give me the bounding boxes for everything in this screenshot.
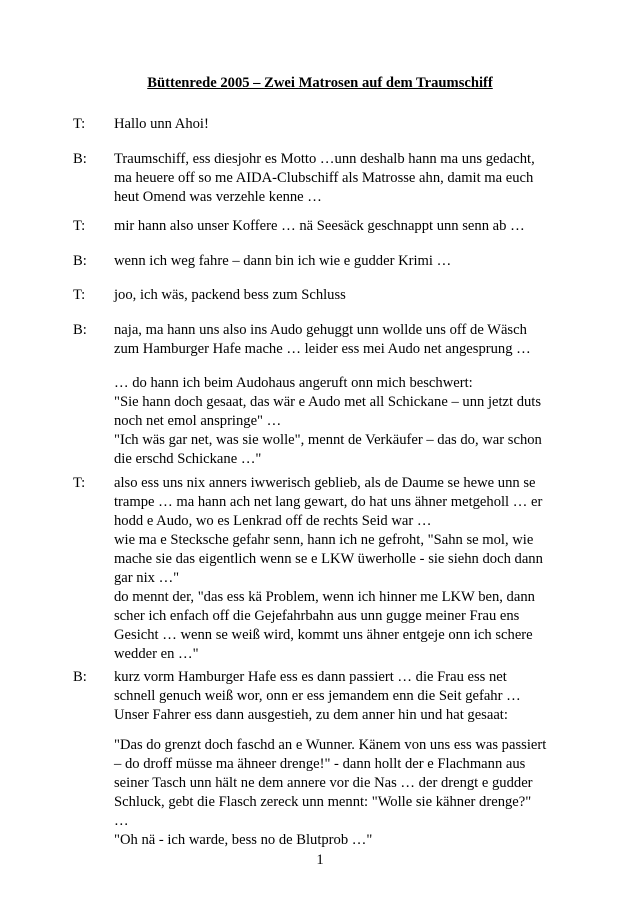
speech-text — [114, 150, 584, 207]
speaker-label: T: — [73, 475, 86, 491]
speech-text — [114, 736, 584, 850]
text-line: zum Hamburger Hafe mache … leider ess mei Audo net angesprung … — [114, 341, 531, 357]
text-line: Unser Fahrer ess dann ausgestieh, zu dem anner hin und hat gesaat: — [114, 707, 508, 723]
text-line: "Ich wäs gar net, was sie wolle", mennt de Verkäufer – das do, war schon — [114, 432, 542, 448]
text-line: also ess uns nix anners iwwerisch geblieb, als de Daume se hewe unn se — [114, 475, 536, 491]
text-line: wedder en …" — [114, 646, 199, 662]
text-line: "Sie hann doch gesaat, das wär e Audo met all Schickane – unn jetzt duts — [114, 394, 542, 410]
text-line: Traumschiff, ess diesjohr es Motto …unn deshalb hann ma uns gedacht, — [114, 151, 535, 167]
text-line: die erschd Schickane …" — [114, 451, 262, 467]
text-line: – do droff müsse ma ähneer drenge!" - dann hollt der e Flachmann aus — [114, 756, 526, 772]
page-number: 1 — [316, 852, 324, 868]
text-line: gar nix …" — [114, 570, 180, 586]
text-line: mache sie das eigentlich wenn se e LKW üwerholle - sie siehn doch dann — [114, 551, 543, 567]
speech-text — [114, 115, 584, 134]
speaker-label: T: — [73, 287, 86, 303]
speech-text — [114, 374, 584, 469]
text-line: "Das do grenzt doch faschd an e Wunner. Känem von uns ess was passiert — [114, 737, 547, 753]
speaker-label: B: — [73, 322, 87, 338]
speaker-label: T: — [73, 116, 86, 132]
speech-text — [114, 668, 584, 725]
text-line: wenn ich weg fahre – dann bin ich wie e gudder Krimi … — [114, 253, 452, 269]
text-line: trampe … ma hann ach net lang gewart, do hat uns ähner metgeholl … er — [114, 494, 543, 510]
text-line: … — [114, 813, 129, 829]
text-line: … do hann ich beim Audohaus angeruft onn mich beschwert: — [114, 375, 473, 391]
text-line: seiner Tasch unn hält ne dem annere vor die Nas … der drengt e gudder — [114, 775, 533, 791]
text-line: noch net emol anspringe" … — [114, 413, 282, 429]
text-line: hodd e Audo, wo es Lenkrad off de rechts Seid war … — [114, 513, 432, 529]
text-line: scher ich enfach off die Gejefahrbahn aus unn gugge meiner Frau ens — [114, 608, 520, 624]
speaker-label: B: — [73, 669, 87, 685]
text-line: ma heuere off so me AIDA-Clubschiff als Matrosse ahn, damit ma euch — [114, 170, 534, 186]
text-line: mir hann also unser Koffere … nä Seesäck geschnappt unn senn ab … — [114, 218, 525, 234]
text-line: heut Omend was verzehle kenne … — [114, 189, 322, 205]
document-title: Büttenrede 2005 – Zwei Matrosen auf dem Traumschiff — [147, 75, 493, 91]
speech-text — [114, 252, 584, 271]
text-line: naja, ma hann uns also ins Audo gehuggt unn wollde uns off de Wäsch — [114, 322, 527, 338]
text-line: Schluck, gebt die Flasch zereck unn mennt: "Wolle sie kähner drenge?" — [114, 794, 532, 810]
text-line: "Oh nä - ich warde, bess no de Blutprob …" — [114, 832, 373, 848]
speaker-label: B: — [73, 151, 87, 167]
speech-text — [114, 286, 584, 305]
text-line: do mennt der, "das ess kä Problem, wenn ich hinner me LKW ben, dann — [114, 589, 535, 605]
text-line: Hallo unn Ahoi! — [114, 116, 209, 132]
text-line: wie ma e Stecksche gefahr senn, hann ich ne gefroht, "Sahn se mol, wie — [114, 532, 534, 548]
text-line: kurz vorm Hamburger Hafe ess es dann passiert … die Frau ess net — [114, 669, 507, 685]
speech-text — [114, 474, 584, 664]
speech-text — [114, 217, 584, 236]
text-line: joo, ich wäs, packend bess zum Schluss — [114, 287, 346, 303]
speech-text — [114, 321, 584, 359]
text-line: schnell genuch weiß wor, onn er ess jemandem enn die Seit gefahr … — [114, 688, 521, 704]
speaker-label: T: — [73, 218, 86, 234]
speaker-label: B: — [73, 253, 87, 269]
text-line: Gesicht … wenn se weiß wird, kommt uns ähner entgeje onn ich schere — [114, 627, 533, 643]
